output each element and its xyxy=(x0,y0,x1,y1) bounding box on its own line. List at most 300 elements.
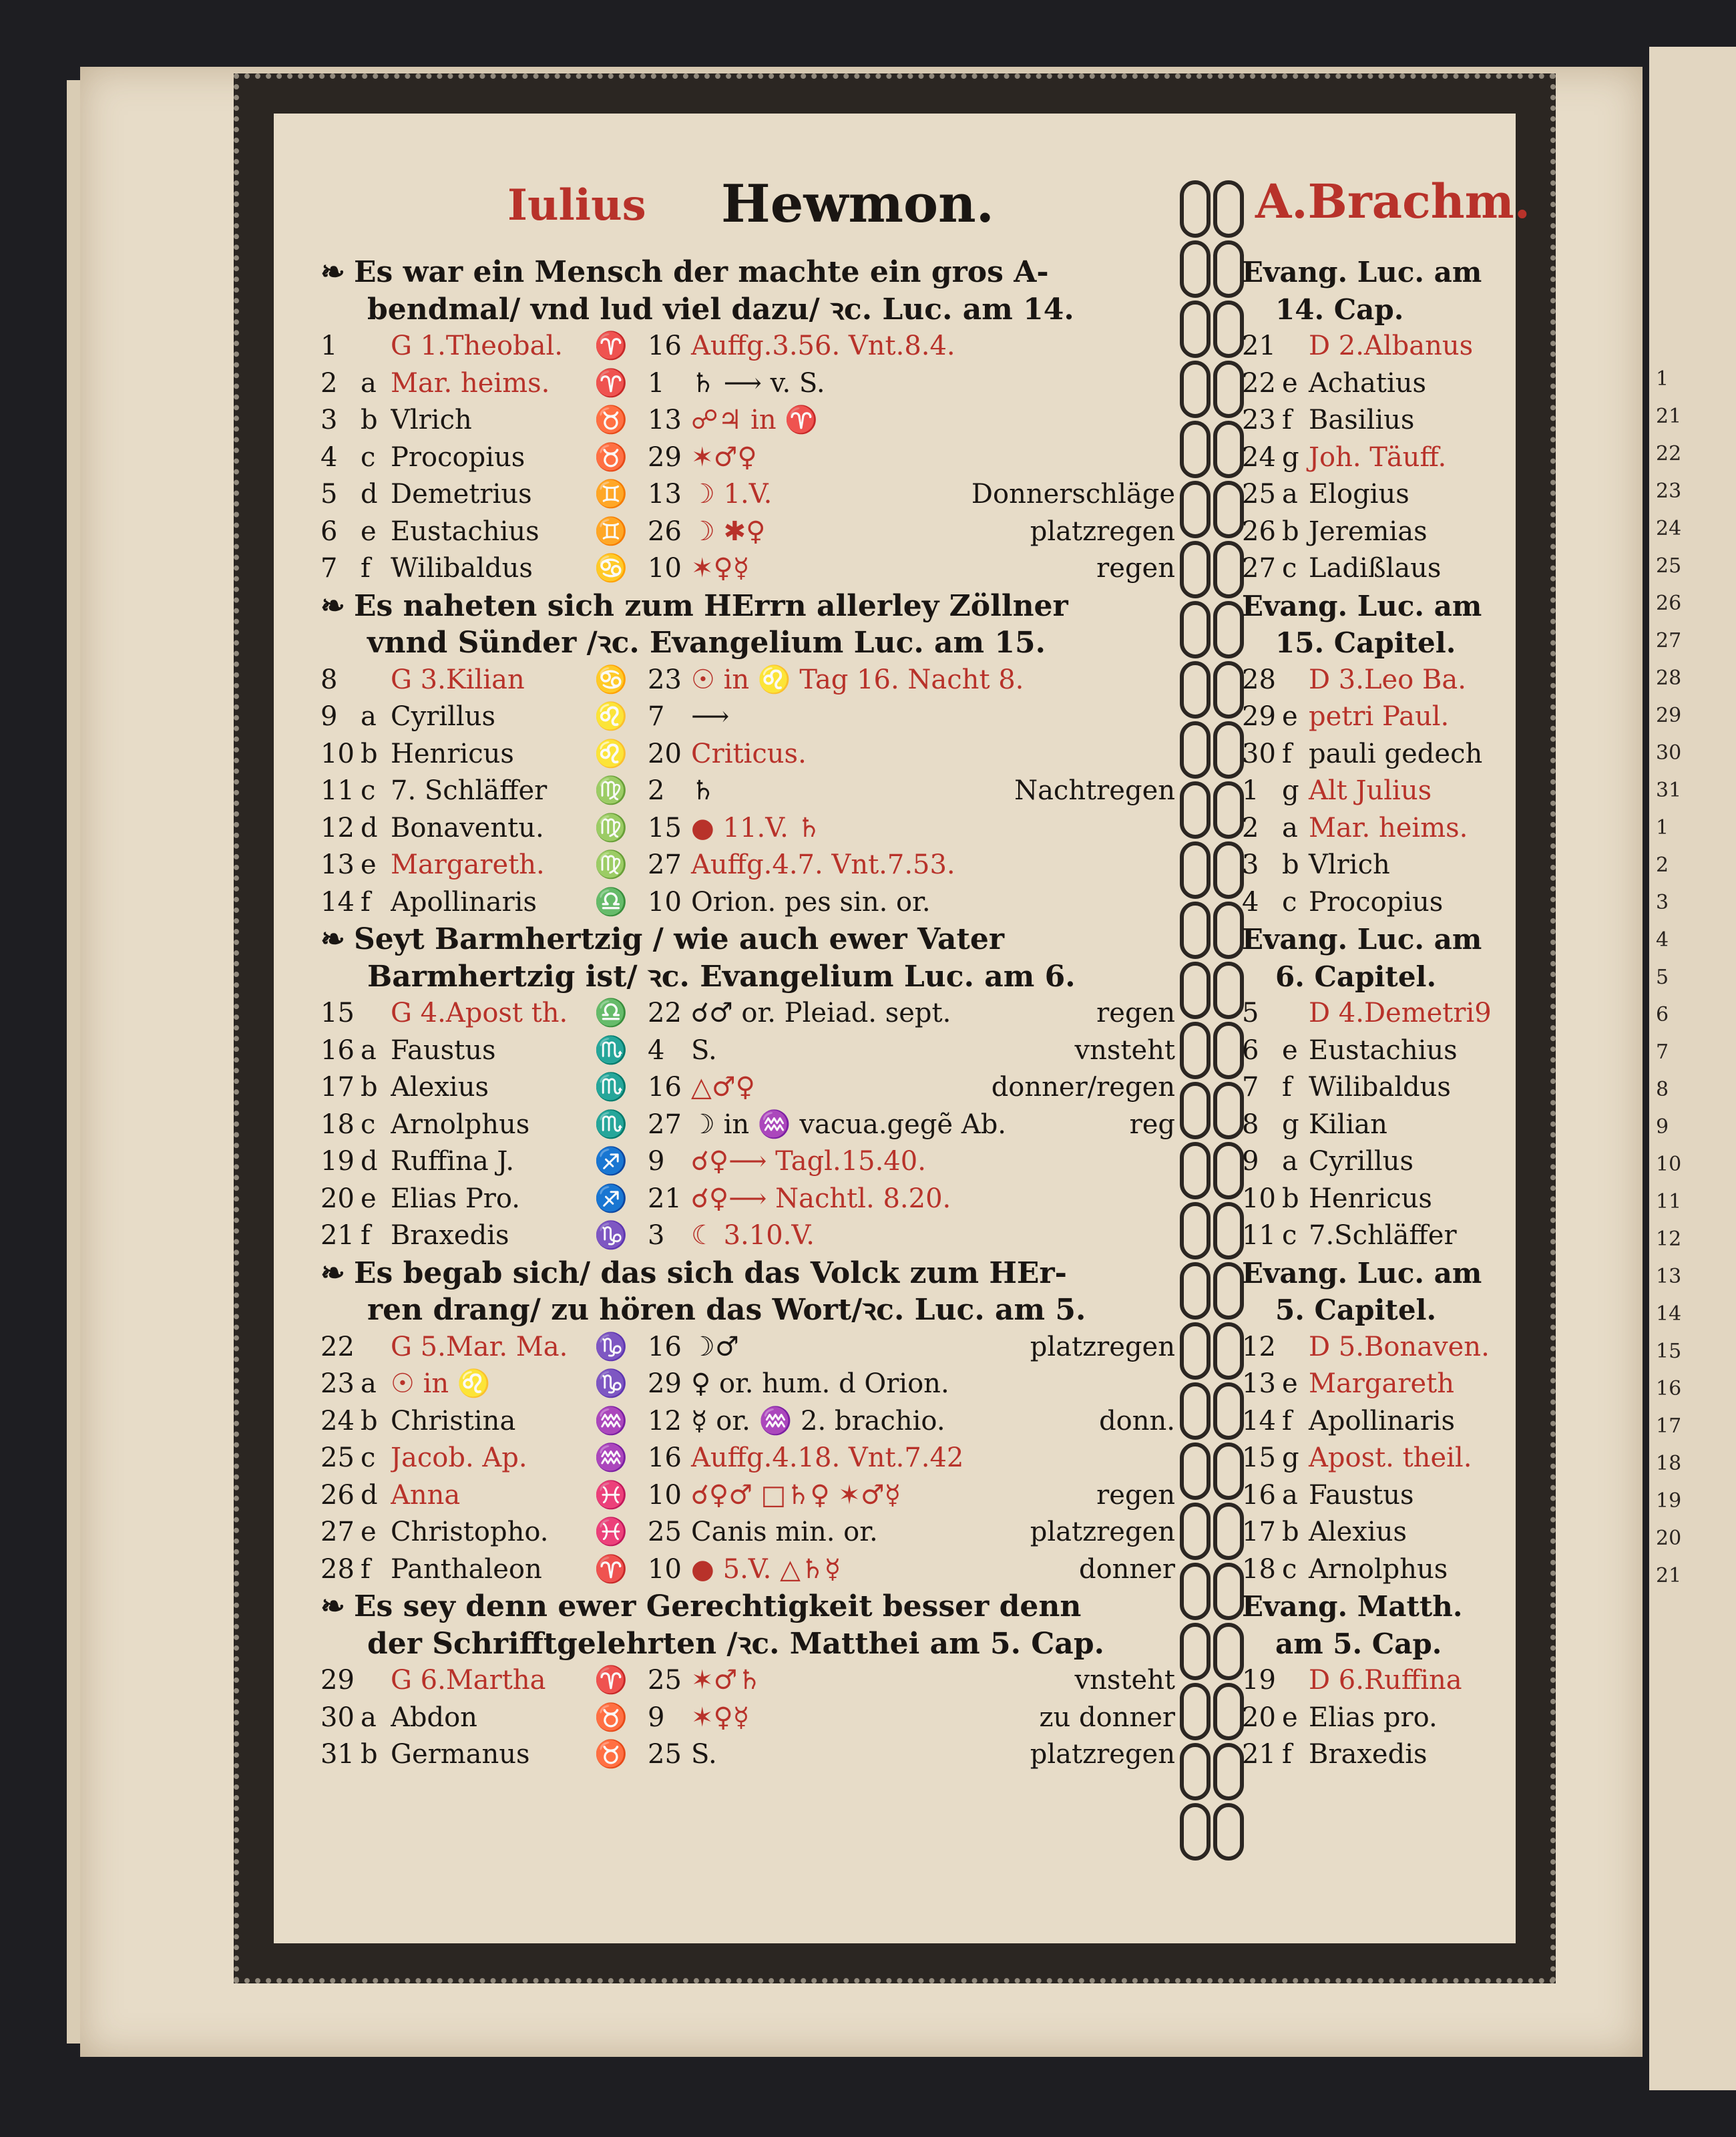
next-page-number: 15 xyxy=(1656,1340,1682,1363)
saint-name: Braxedis xyxy=(1309,1739,1428,1770)
saint-name: Mar. heims. xyxy=(1309,812,1468,843)
day-number: 18 xyxy=(320,1109,355,1140)
zodiac-sign-icon: ♓ xyxy=(594,1479,628,1511)
moon-degree: 1 xyxy=(648,367,665,399)
day-number: 29 xyxy=(1242,701,1276,732)
saint-name: G 6.Martha xyxy=(391,1665,546,1696)
saint-name: Elias pro. xyxy=(1309,1702,1438,1733)
moon-degree: 9 xyxy=(648,1146,665,1177)
month-latin: Iulius xyxy=(507,180,646,230)
day-number: 9 xyxy=(1242,1146,1259,1177)
day-number: 14 xyxy=(320,886,355,918)
next-page-number: 29 xyxy=(1656,704,1682,727)
saint-name: ☉ in ♌ xyxy=(391,1368,491,1399)
moon-degree: 21 xyxy=(648,1183,682,1214)
moon-degree: 10 xyxy=(648,886,682,918)
old-style-day-row xyxy=(1242,1514,1522,1551)
day-number: 6 xyxy=(320,516,338,547)
moon-degree: 16 xyxy=(648,1072,682,1103)
saint-name: Germanus xyxy=(391,1739,530,1770)
old-style-day-row xyxy=(1242,1551,1522,1589)
saint-name: Eustachius xyxy=(391,516,539,547)
aspect-note: ☽ in ♒ vacua.gegẽ Ab. xyxy=(691,1109,1007,1140)
gospel-text: bendmal/ vnd lud viel dazu/ ꝛc. Luc. am 14. xyxy=(367,292,1074,327)
old-style-day-row xyxy=(1242,550,1522,588)
gospel-line xyxy=(320,291,1175,329)
dominical-letter: a xyxy=(1282,812,1298,843)
dominical-letter: f xyxy=(1282,738,1292,769)
day-number: 20 xyxy=(320,1183,355,1214)
dominical-letter: c xyxy=(1282,553,1297,584)
dominical-letter: b xyxy=(1282,1183,1299,1214)
day-number: 21 xyxy=(320,1220,355,1251)
saint-name: Alexius xyxy=(1309,1517,1407,1547)
moon-degree: 16 xyxy=(648,1442,682,1473)
old-style-day-row xyxy=(1242,810,1522,847)
dominical-letter: f xyxy=(361,886,371,918)
dominical-letter: a xyxy=(361,1702,377,1733)
dominical-letter: e xyxy=(1282,1368,1298,1399)
dominical-letter: b xyxy=(361,1739,378,1770)
next-page-number: 24 xyxy=(1656,517,1682,540)
dominical-letter: f xyxy=(1282,405,1292,435)
saint-name: D 3.Leo Ba. xyxy=(1309,664,1466,695)
saint-name: Wilibaldus xyxy=(1309,1072,1451,1103)
dominical-letter: c xyxy=(361,1109,376,1140)
day-row xyxy=(320,736,1175,773)
chain-link xyxy=(1213,1082,1244,1139)
saint-name: Vlrich xyxy=(1309,849,1390,880)
moon-degree: 27 xyxy=(648,1109,682,1140)
dominical-letter: f xyxy=(1282,1405,1292,1436)
saint-name: Arnolphus xyxy=(1309,1553,1448,1585)
fleuron-icon: ❧ xyxy=(320,255,345,289)
day-number: 14 xyxy=(1242,1405,1276,1436)
day-row xyxy=(320,1477,1175,1515)
dominical-letter: b xyxy=(1282,849,1299,880)
day-number: 7 xyxy=(320,553,338,584)
dominical-letter: f xyxy=(361,553,371,584)
next-page-number: 22 xyxy=(1656,442,1682,465)
saint-name: Ruffina J. xyxy=(391,1146,515,1177)
gospel-line xyxy=(320,1625,1175,1663)
zodiac-sign-icon: ♓ xyxy=(594,1517,628,1547)
day-number: 21 xyxy=(1242,331,1276,361)
gospel-line: Evang. Luc. am xyxy=(1242,589,1482,622)
dominical-letter: f xyxy=(361,1553,371,1585)
saint-name: Procopius xyxy=(1309,886,1444,918)
day-row xyxy=(320,328,1175,365)
gospel-line xyxy=(320,588,1175,625)
day-number: 31 xyxy=(320,1739,355,1770)
chain-link xyxy=(1213,1503,1244,1560)
moon-degree: 13 xyxy=(648,479,682,510)
dominical-letter: a xyxy=(1282,1146,1298,1177)
dominical-letter: a xyxy=(361,1034,377,1066)
dominical-letter: g xyxy=(1282,1109,1299,1140)
day-number: 5 xyxy=(1242,998,1259,1028)
dominical-letter: a xyxy=(1282,479,1298,510)
aspect-note: ☿ or. ♒ 2. brachio. xyxy=(691,1405,945,1436)
next-page-number: 3 xyxy=(1656,891,1669,914)
next-page-number: 21 xyxy=(1656,405,1682,428)
zodiac-sign-icon: ♎ xyxy=(594,886,628,918)
zodiac-sign-icon: ♈ xyxy=(594,331,628,361)
next-page-number: 14 xyxy=(1656,1302,1682,1326)
gospel-line: am 5. Cap. xyxy=(1275,1627,1442,1660)
day-number: 13 xyxy=(320,849,355,880)
dominical-letter: c xyxy=(1282,886,1297,918)
day-row xyxy=(320,1403,1175,1440)
day-row xyxy=(320,1032,1175,1070)
saint-name: Margareth xyxy=(1309,1368,1455,1399)
moon-degree: 13 xyxy=(648,405,682,435)
weather-note: regen xyxy=(1096,1479,1175,1511)
saint-name: Panthaleon xyxy=(391,1553,542,1585)
dominical-letter: d xyxy=(361,812,378,843)
moon-degree: 16 xyxy=(648,331,682,361)
zodiac-sign-icon: ♉ xyxy=(594,441,628,473)
weather-note: donner/regen xyxy=(991,1072,1175,1103)
saint-name: Basilius xyxy=(1309,405,1415,435)
day-number: 2 xyxy=(320,367,338,399)
next-page-number: 10 xyxy=(1656,1153,1682,1176)
zodiac-sign-icon: ♐ xyxy=(594,1146,628,1177)
next-page-number: 30 xyxy=(1656,741,1682,765)
moon-degree: 2 xyxy=(648,775,665,806)
old-style-day-row xyxy=(1242,884,1522,922)
saint-name: Faustus xyxy=(1309,1479,1414,1511)
day-number: 15 xyxy=(320,998,355,1028)
gospel-line: 6. Capitel. xyxy=(1275,960,1437,993)
old-style-day-row xyxy=(1242,773,1522,810)
dominical-letter: d xyxy=(361,479,378,510)
day-row xyxy=(320,1366,1175,1403)
saint-name: Procopius xyxy=(391,441,525,473)
day-row xyxy=(320,1107,1175,1144)
zodiac-sign-icon: ♍ xyxy=(594,812,628,843)
gospel-text: der Schrifftgelehrten /ꝛc. Matthei am 5. Cap. xyxy=(367,1626,1104,1661)
moon-degree: 15 xyxy=(648,812,682,843)
chain-link xyxy=(1213,781,1244,839)
weather-note: Donnerschläge xyxy=(971,479,1175,510)
dominical-letter: e xyxy=(361,1517,377,1547)
dominical-letter: c xyxy=(1282,1553,1297,1585)
day-number: 30 xyxy=(320,1702,355,1733)
saint-name: Vlrich xyxy=(391,405,472,435)
dominical-letter: d xyxy=(361,1479,378,1511)
chain-link xyxy=(1213,721,1244,779)
day-number: 24 xyxy=(320,1405,355,1436)
day-row xyxy=(320,402,1175,439)
chain-link xyxy=(1213,1142,1244,1199)
saint-name: Braxedis xyxy=(391,1220,509,1251)
weather-note: regen xyxy=(1096,998,1175,1028)
dominical-letter: d xyxy=(361,1146,378,1177)
zodiac-sign-icon: ♒ xyxy=(594,1442,628,1473)
calendar-content xyxy=(280,120,1531,1937)
old-style-day-row xyxy=(1242,1217,1522,1255)
saint-name: Abdon xyxy=(391,1702,477,1733)
right-column-title: A.Brachm. xyxy=(1255,174,1531,229)
dominical-letter: c xyxy=(361,441,376,473)
old-style-day-row xyxy=(1242,1143,1522,1181)
day-number: 23 xyxy=(1242,405,1276,435)
day-number: 20 xyxy=(1242,1702,1276,1733)
chain-link xyxy=(1213,481,1244,538)
zodiac-sign-icon: ♒ xyxy=(594,1405,628,1436)
day-number: 10 xyxy=(1242,1183,1276,1214)
day-row xyxy=(320,773,1175,810)
moon-degree: 10 xyxy=(648,553,682,584)
gospel-line: Evang. Luc. am xyxy=(1242,256,1482,288)
saint-name: Arnolphus xyxy=(391,1109,530,1140)
weather-note: regen xyxy=(1096,553,1175,584)
saint-name: G 3.Kilian xyxy=(391,664,525,695)
day-row xyxy=(320,1329,1175,1366)
zodiac-sign-icon: ♍ xyxy=(594,775,628,806)
saint-name: Apost. theil. xyxy=(1309,1442,1472,1473)
zodiac-sign-icon: ♑ xyxy=(594,1220,628,1251)
saint-name: Henricus xyxy=(391,738,514,769)
aspect-note: ♄ ⟶ v. S. xyxy=(691,367,825,399)
saint-name: Apollinaris xyxy=(391,886,537,918)
saint-name: D 5.Bonaven. xyxy=(1309,1331,1490,1362)
aspect-note: Auffg.4.18. Vnt.7.42 xyxy=(691,1442,964,1473)
next-page-number: 23 xyxy=(1656,479,1682,503)
day-number: 11 xyxy=(320,775,355,806)
saint-name: Eustachius xyxy=(1309,1034,1458,1066)
next-page-number: 2 xyxy=(1656,853,1669,877)
day-number: 12 xyxy=(1242,1331,1276,1362)
dominical-letter: b xyxy=(361,1405,378,1436)
zodiac-sign-icon: ♏ xyxy=(594,1072,628,1103)
dominical-letter: f xyxy=(361,1220,371,1251)
zodiac-sign-icon: ♎ xyxy=(594,998,628,1028)
day-row xyxy=(320,1181,1175,1218)
saint-name: Mar. heims. xyxy=(391,367,550,399)
zodiac-sign-icon: ♐ xyxy=(594,1183,628,1214)
zodiac-sign-icon: ♈ xyxy=(594,1665,628,1696)
day-number: 25 xyxy=(320,1442,355,1473)
aspect-note: △♂♀ xyxy=(691,1072,755,1103)
saint-name: Cyrillus xyxy=(1309,1146,1414,1177)
old-style-day-row xyxy=(1242,514,1522,551)
aspect-note: S. xyxy=(691,1739,717,1770)
weather-note: donn. xyxy=(1099,1405,1175,1436)
old-style-day-row xyxy=(1242,1700,1522,1737)
dominical-letter: e xyxy=(361,516,377,547)
old-style-day-row xyxy=(1242,439,1522,477)
chain-link xyxy=(1213,841,1244,899)
moon-degree: 25 xyxy=(648,1739,682,1770)
dominical-letter: f xyxy=(1282,1072,1292,1103)
day-row xyxy=(320,514,1175,551)
next-page-number: 19 xyxy=(1656,1489,1682,1513)
saint-name: Alt Julius xyxy=(1309,775,1432,806)
gospel-line xyxy=(320,624,1175,662)
moon-degree: 16 xyxy=(648,1331,682,1362)
weather-note: reg xyxy=(1129,1109,1175,1140)
old-style-day-row xyxy=(1242,1032,1522,1070)
dominical-letter: b xyxy=(361,405,378,435)
moon-degree: 10 xyxy=(648,1553,682,1585)
day-number: 19 xyxy=(320,1146,355,1177)
saint-name: D 2.Albanus xyxy=(1309,331,1474,361)
zodiac-sign-icon: ♊ xyxy=(594,516,628,547)
aspect-note: S. xyxy=(691,1034,717,1066)
saint-name: Elias Pro. xyxy=(391,1183,521,1214)
moon-degree: 3 xyxy=(648,1220,665,1251)
chain-link xyxy=(1213,1382,1244,1440)
gospel-text: Barmhertzig ist/ ꝛc. Evangelium Luc. am 6. xyxy=(367,959,1076,994)
next-page-number: 13 xyxy=(1656,1265,1682,1288)
next-page-number: 27 xyxy=(1656,629,1682,652)
dominical-letter: a xyxy=(361,367,377,399)
day-number: 3 xyxy=(1242,849,1259,880)
moon-degree: 22 xyxy=(648,998,682,1028)
aspect-note: Auffg.4.7. Vnt.7.53. xyxy=(691,849,955,880)
saint-name: Faustus xyxy=(391,1034,496,1066)
next-page-number: 4 xyxy=(1656,928,1669,952)
old-style-day-row xyxy=(1242,1403,1522,1440)
moon-degree: 12 xyxy=(648,1405,682,1436)
zodiac-sign-icon: ♌ xyxy=(594,701,628,732)
next-page-number: 21 xyxy=(1656,1564,1682,1587)
day-number: 30 xyxy=(1242,738,1276,769)
chain-link xyxy=(1213,1262,1244,1320)
aspect-note: ✶♀☿ xyxy=(691,553,750,584)
moon-degree: 7 xyxy=(648,701,665,732)
day-number: 17 xyxy=(320,1072,355,1103)
moon-degree: 9 xyxy=(648,1702,665,1733)
day-row xyxy=(320,365,1175,403)
day-number: 13 xyxy=(1242,1368,1276,1399)
old-style-day-row xyxy=(1242,1181,1522,1218)
chain-link xyxy=(1213,1683,1244,1740)
chain-link xyxy=(1213,1322,1244,1380)
next-page-number: 8 xyxy=(1656,1078,1669,1101)
gospel-text: ren drang/ zu hören das Wort/ꝛc. Luc. am 5. xyxy=(367,1293,1086,1327)
new-style-calendar xyxy=(320,254,1175,1774)
dominical-letter: a xyxy=(1282,1479,1298,1511)
zodiac-sign-icon: ♋ xyxy=(594,664,628,695)
day-number: 16 xyxy=(320,1034,355,1066)
aspect-note: ☾ 3.10.V. xyxy=(691,1220,815,1251)
aspect-note: ● 5.V. △♄☿ xyxy=(691,1553,841,1585)
chain-link xyxy=(1213,1803,1244,1861)
zodiac-sign-icon: ♉ xyxy=(594,1739,628,1770)
chain-link xyxy=(1213,1442,1244,1500)
dominical-letter: a xyxy=(361,701,377,732)
day-number: 22 xyxy=(320,1331,355,1362)
gospel-line: Evang. Luc. am xyxy=(1242,1256,1482,1290)
next-page-number: 7 xyxy=(1656,1040,1669,1064)
dominical-letter: e xyxy=(361,849,377,880)
saint-name: G 5.Mar. Ma. xyxy=(391,1331,568,1362)
saint-name: D 6.Ruffina xyxy=(1309,1665,1462,1696)
moon-degree: 23 xyxy=(648,664,682,695)
saint-name: Achatius xyxy=(1309,367,1427,399)
day-number: 1 xyxy=(1242,775,1259,806)
saint-name: Ladißlaus xyxy=(1309,553,1442,584)
weather-note: platzregen xyxy=(1030,1517,1175,1547)
day-row xyxy=(320,995,1175,1032)
old-style-day-row xyxy=(1242,402,1522,439)
gospel-line xyxy=(320,921,1175,958)
weather-note: vnsteht xyxy=(1074,1665,1175,1696)
day-number: 18 xyxy=(1242,1553,1276,1585)
day-row xyxy=(320,847,1175,884)
saint-name: pauli gedech xyxy=(1309,738,1483,769)
dominical-letter: a xyxy=(361,1368,377,1399)
day-row xyxy=(320,810,1175,847)
saint-name: Anna xyxy=(391,1479,461,1511)
moon-degree: 29 xyxy=(648,441,682,473)
zodiac-sign-icon: ♋ xyxy=(594,553,628,584)
saint-name: Christopho. xyxy=(391,1517,549,1547)
day-row xyxy=(320,1736,1175,1774)
fleuron-icon: ❧ xyxy=(320,588,345,623)
saint-name: Elogius xyxy=(1309,479,1409,510)
old-style-day-row xyxy=(1242,736,1522,773)
day-row xyxy=(320,1551,1175,1589)
saint-name: Wilibaldus xyxy=(391,553,533,584)
day-number: 26 xyxy=(320,1479,355,1511)
chain-link xyxy=(1213,962,1244,1019)
moon-degree: 4 xyxy=(648,1034,665,1066)
next-page-number: 12 xyxy=(1656,1227,1682,1251)
day-number: 7 xyxy=(1242,1072,1259,1103)
gospel-text: Es begab sich/ das sich das Volck zum HEr- xyxy=(354,1255,1067,1290)
next-page-number: 6 xyxy=(1656,1003,1669,1026)
day-number: 12 xyxy=(320,812,355,843)
next-page-number: 9 xyxy=(1656,1115,1669,1139)
day-number: 27 xyxy=(1242,553,1276,584)
weather-note: platzregen xyxy=(1030,1331,1175,1362)
old-style-day-row xyxy=(1242,328,1522,365)
gospel-text: Es sey denn ewer Gerechtigkeit besser denn xyxy=(354,1589,1082,1623)
next-page-number: 17 xyxy=(1656,1414,1682,1438)
moon-degree: 29 xyxy=(648,1368,682,1399)
saint-name: petri Paul. xyxy=(1309,701,1450,732)
next-page-number: 5 xyxy=(1656,966,1669,989)
saint-name: Alexius xyxy=(391,1072,489,1103)
next-page-number: 31 xyxy=(1656,779,1682,802)
day-number: 17 xyxy=(1242,1517,1276,1547)
aspect-note: ♄ xyxy=(691,775,715,806)
moon-degree: 20 xyxy=(648,738,682,769)
aspect-note: ☽ 1.V. xyxy=(691,479,773,510)
dominical-letter: b xyxy=(361,738,378,769)
saint-name: Bonaventu. xyxy=(391,812,544,843)
dominical-letter: f xyxy=(1282,1739,1292,1770)
aspect-note: ☌♂ or. Pleiad. sept. xyxy=(691,998,951,1028)
next-page-number: 18 xyxy=(1656,1452,1682,1475)
zodiac-sign-icon: ♉ xyxy=(594,1702,628,1733)
day-number: 2 xyxy=(1242,812,1259,843)
old-style-day-row xyxy=(1242,995,1522,1032)
old-style-day-row xyxy=(1242,365,1522,403)
day-number: 16 xyxy=(1242,1479,1276,1511)
day-number: 5 xyxy=(320,479,338,510)
moon-degree: 10 xyxy=(648,1479,682,1511)
dominical-letter: g xyxy=(1282,441,1299,473)
chain-link xyxy=(1213,421,1244,478)
old-style-day-row xyxy=(1242,1107,1522,1144)
moon-degree: 25 xyxy=(648,1517,682,1547)
dominical-letter: c xyxy=(1282,1220,1297,1251)
